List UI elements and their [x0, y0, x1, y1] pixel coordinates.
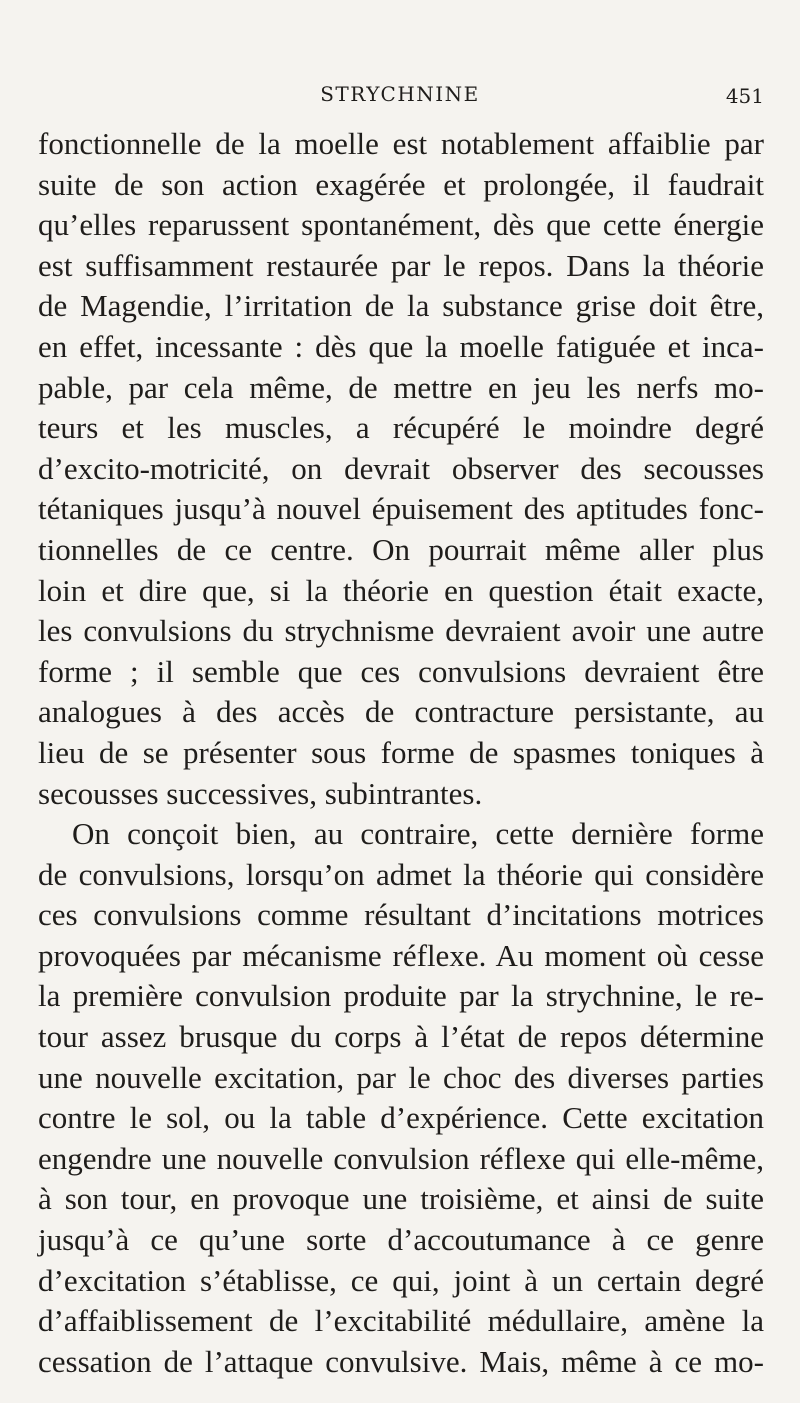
text-line: la première convulsion produite par la strychnine, le re-	[38, 978, 764, 1014]
page-number: 451	[725, 84, 764, 108]
running-title: STRYCHNINE	[320, 82, 480, 106]
text-line: une nouvelle excitation, par le choc des diverses parties	[38, 1059, 764, 1095]
text-line: lieu de se présenter sous forme de spasmes toniques à	[38, 734, 764, 770]
text-line: teurs et les muscles, a récupéré le moindre degré	[38, 410, 764, 446]
text-line: à son tour, en provoque une troisième, et ainsi de suite	[38, 1181, 764, 1217]
text-line: suite de son action exagérée et prolongée, il faudrait	[38, 166, 764, 202]
text-line: est suffisamment restaurée par le repos. Dans la théorie	[38, 247, 764, 283]
text-line: en effet, incessante : dès que la moelle fatiguée et inca-	[38, 328, 764, 364]
text-line: engendre une nouvelle convulsion réflexe qui elle-même,	[38, 1140, 764, 1176]
text-line: fonctionnelle de la moelle est notablement affaiblie par	[38, 126, 764, 161]
text-line: d’affaiblissement de l’excitabilité médullaire, amène la	[38, 1303, 764, 1339]
text-line: loin et dire que, si la théorie en question était exacte,	[38, 572, 764, 608]
text-line: provoquées par mécanisme réflexe. Au moment où cesse	[38, 937, 764, 973]
running-head	[0, 82, 800, 112]
text-line: contre le sol, ou la table d’expérience. Cette excitation	[38, 1100, 764, 1136]
text-line: cessation de l’attaque convulsive. Mais, même à ce mo-	[38, 1343, 764, 1379]
text-line: qu’elles reparussent spontanément, dès que cette énergie	[38, 207, 764, 243]
text-line-indent: On conçoit bien, au contraire, cette dernière forme	[72, 816, 764, 852]
text-line: tour assez brusque du corps à l’état de repos détermine	[38, 1019, 764, 1055]
body-text	[38, 124, 764, 1382]
text-line: pable, par cela même, de mettre en jeu les nerfs mo-	[38, 369, 764, 405]
text-line: ces convulsions comme résultant d’incitations motrices	[38, 897, 764, 933]
text-line: forme ; il semble que ces convulsions devraient être	[38, 653, 764, 689]
text-line: analogues à des accès de contracture persistante, au	[38, 694, 764, 730]
text-line: tionnelles de ce centre. On pourrait même aller plus	[38, 531, 764, 567]
text-line: jusqu’à ce qu’une sorte d’accoutumance à ce genre	[38, 1222, 764, 1258]
text-line: d’excitation s’établisse, ce qui, joint à un certain degré	[38, 1262, 764, 1298]
text-line: les convulsions du strychnisme devraient avoir une autre	[38, 613, 764, 649]
text-line-last: secousses successives, subintrantes.	[38, 775, 483, 811]
text-line: de convulsions, lorsqu’on admet la théorie qui considère	[38, 856, 764, 892]
text-line: d’excito-motricité, on devrait observer des secousses	[38, 450, 764, 486]
text-line: de Magendie, l’irritation de la substance grise doit être,	[38, 288, 764, 324]
text-line: tétaniques jusqu’à nouvel épuisement des aptitudes fonc-	[38, 491, 764, 527]
